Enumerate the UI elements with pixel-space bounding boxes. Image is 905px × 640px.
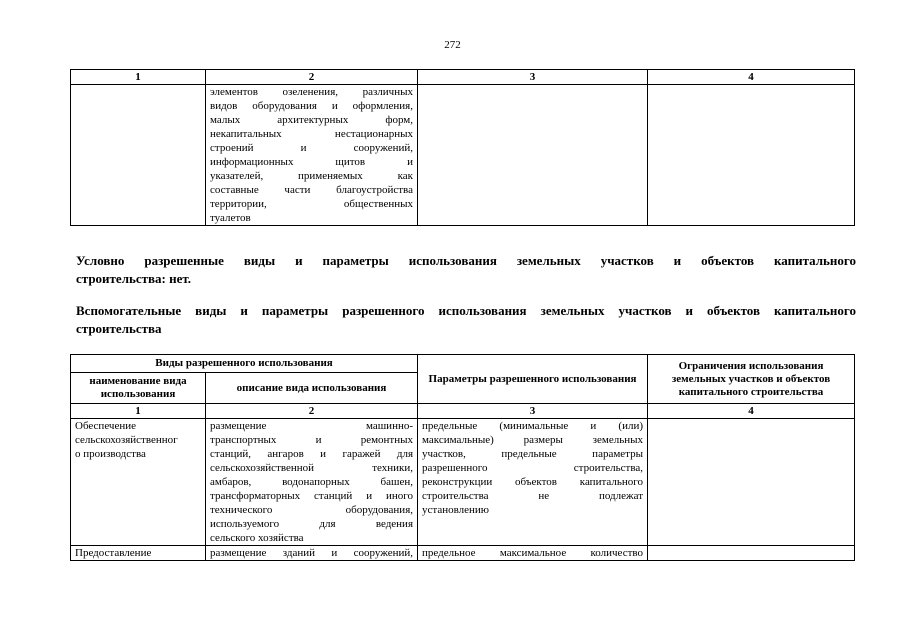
continuation-table xyxy=(70,69,855,226)
text-line: реконструкции объектов капитального xyxy=(422,476,644,488)
column-number-row xyxy=(71,70,855,85)
text-line: сельскохозяйственной техники, xyxy=(210,462,414,474)
header-limits: Ограничения использования земельных участков и объектов капитального строительства xyxy=(648,355,855,404)
usage-description-cell xyxy=(206,85,418,226)
usage-params-cell xyxy=(418,419,648,546)
text-line: технического оборудования, xyxy=(210,504,414,516)
table-cell-empty xyxy=(648,546,855,561)
text-line: максимальные) размеры земельных xyxy=(422,434,644,446)
column-number: 2 xyxy=(206,404,418,419)
auxiliary-usage-table xyxy=(70,354,855,561)
text-line: территории, общественных xyxy=(210,198,413,210)
text-line: станций, ангаров и гаражей для xyxy=(210,448,414,460)
column-number: 3 xyxy=(418,70,648,85)
heading-line: Условно разрешенные виды и параметры использования земельных участков и объектов капитального xyxy=(76,253,856,268)
column-number: 4 xyxy=(648,404,855,419)
text-line: Предоставление xyxy=(75,547,152,559)
section-heading-conditional xyxy=(76,252,856,288)
text-line: предельное максимальное количество xyxy=(422,547,644,559)
header-row xyxy=(71,355,855,373)
column-number: 4 xyxy=(648,70,855,85)
text-line: туалетов xyxy=(210,212,251,224)
header-group-usage-types: Виды разрешенного использования xyxy=(71,355,418,373)
table-row xyxy=(71,419,855,546)
text-line: сельского хозяйства xyxy=(210,532,304,544)
text-line: Обеспечение xyxy=(75,420,136,432)
text-line: малых архитектурных форм, xyxy=(210,114,413,126)
usage-params-cell xyxy=(418,546,648,561)
text-line: используемого для ведения xyxy=(210,518,414,530)
text-line: указателей, применяемых как xyxy=(210,170,413,182)
usage-description-cell xyxy=(206,546,418,561)
page-number: 272 xyxy=(444,39,461,51)
usage-description-cell xyxy=(206,419,418,546)
heading-line: Вспомогательные виды и параметры разрешенного использования земельных участков и объектов капитального xyxy=(76,303,856,318)
column-number: 3 xyxy=(418,404,648,419)
text-line: составные части благоустройства xyxy=(210,184,413,196)
heading-line: строительства: нет. xyxy=(76,271,192,286)
table-cell-empty xyxy=(648,419,855,546)
text-line: информационных щитов и xyxy=(210,156,413,168)
heading-line: строительства xyxy=(76,321,162,336)
header-params: Параметры разрешенного использования xyxy=(418,355,648,404)
column-number: 1 xyxy=(71,70,206,85)
text-line: видов оборудования и оформления, xyxy=(210,100,413,112)
text-line: о производства xyxy=(75,448,146,460)
section-heading-auxiliary xyxy=(76,302,856,338)
usage-name-cell xyxy=(71,546,206,561)
usage-name-cell xyxy=(71,419,206,546)
table-cell-empty xyxy=(71,85,206,226)
text-line: установлению xyxy=(422,504,490,516)
text-line: участков, предельные параметры xyxy=(422,448,644,460)
table-cell-empty xyxy=(418,85,648,226)
text-line: трансформаторных станций и иного xyxy=(210,490,414,502)
text-line: строений и сооружений, xyxy=(210,142,413,154)
text-line: строительства не подлежат xyxy=(422,490,644,502)
column-number-row xyxy=(71,404,855,419)
header-name: наименование вида использования xyxy=(71,373,206,404)
header-description: описание вида использования xyxy=(206,373,418,404)
text-line: элементов озеленения, различных xyxy=(210,86,413,98)
text-line: некапитальных нестационарных xyxy=(210,128,413,140)
text-line: предельные (минимальные и (или) xyxy=(422,420,644,432)
column-number: 2 xyxy=(206,70,418,85)
text-line: размещение зданий и сооружений, xyxy=(210,547,414,559)
text-line: разрешенного строительства, xyxy=(422,462,644,474)
text-line: сельскохозяйственног xyxy=(75,434,178,446)
table-row xyxy=(71,546,855,561)
text-line: амбаров, водонапорных башен, xyxy=(210,476,414,488)
text-line: транспортных и ремонтных xyxy=(210,434,414,446)
text-line: размещение машинно- xyxy=(210,420,414,432)
column-number: 1 xyxy=(71,404,206,419)
table-row xyxy=(71,85,855,226)
table-cell-empty xyxy=(648,85,855,226)
